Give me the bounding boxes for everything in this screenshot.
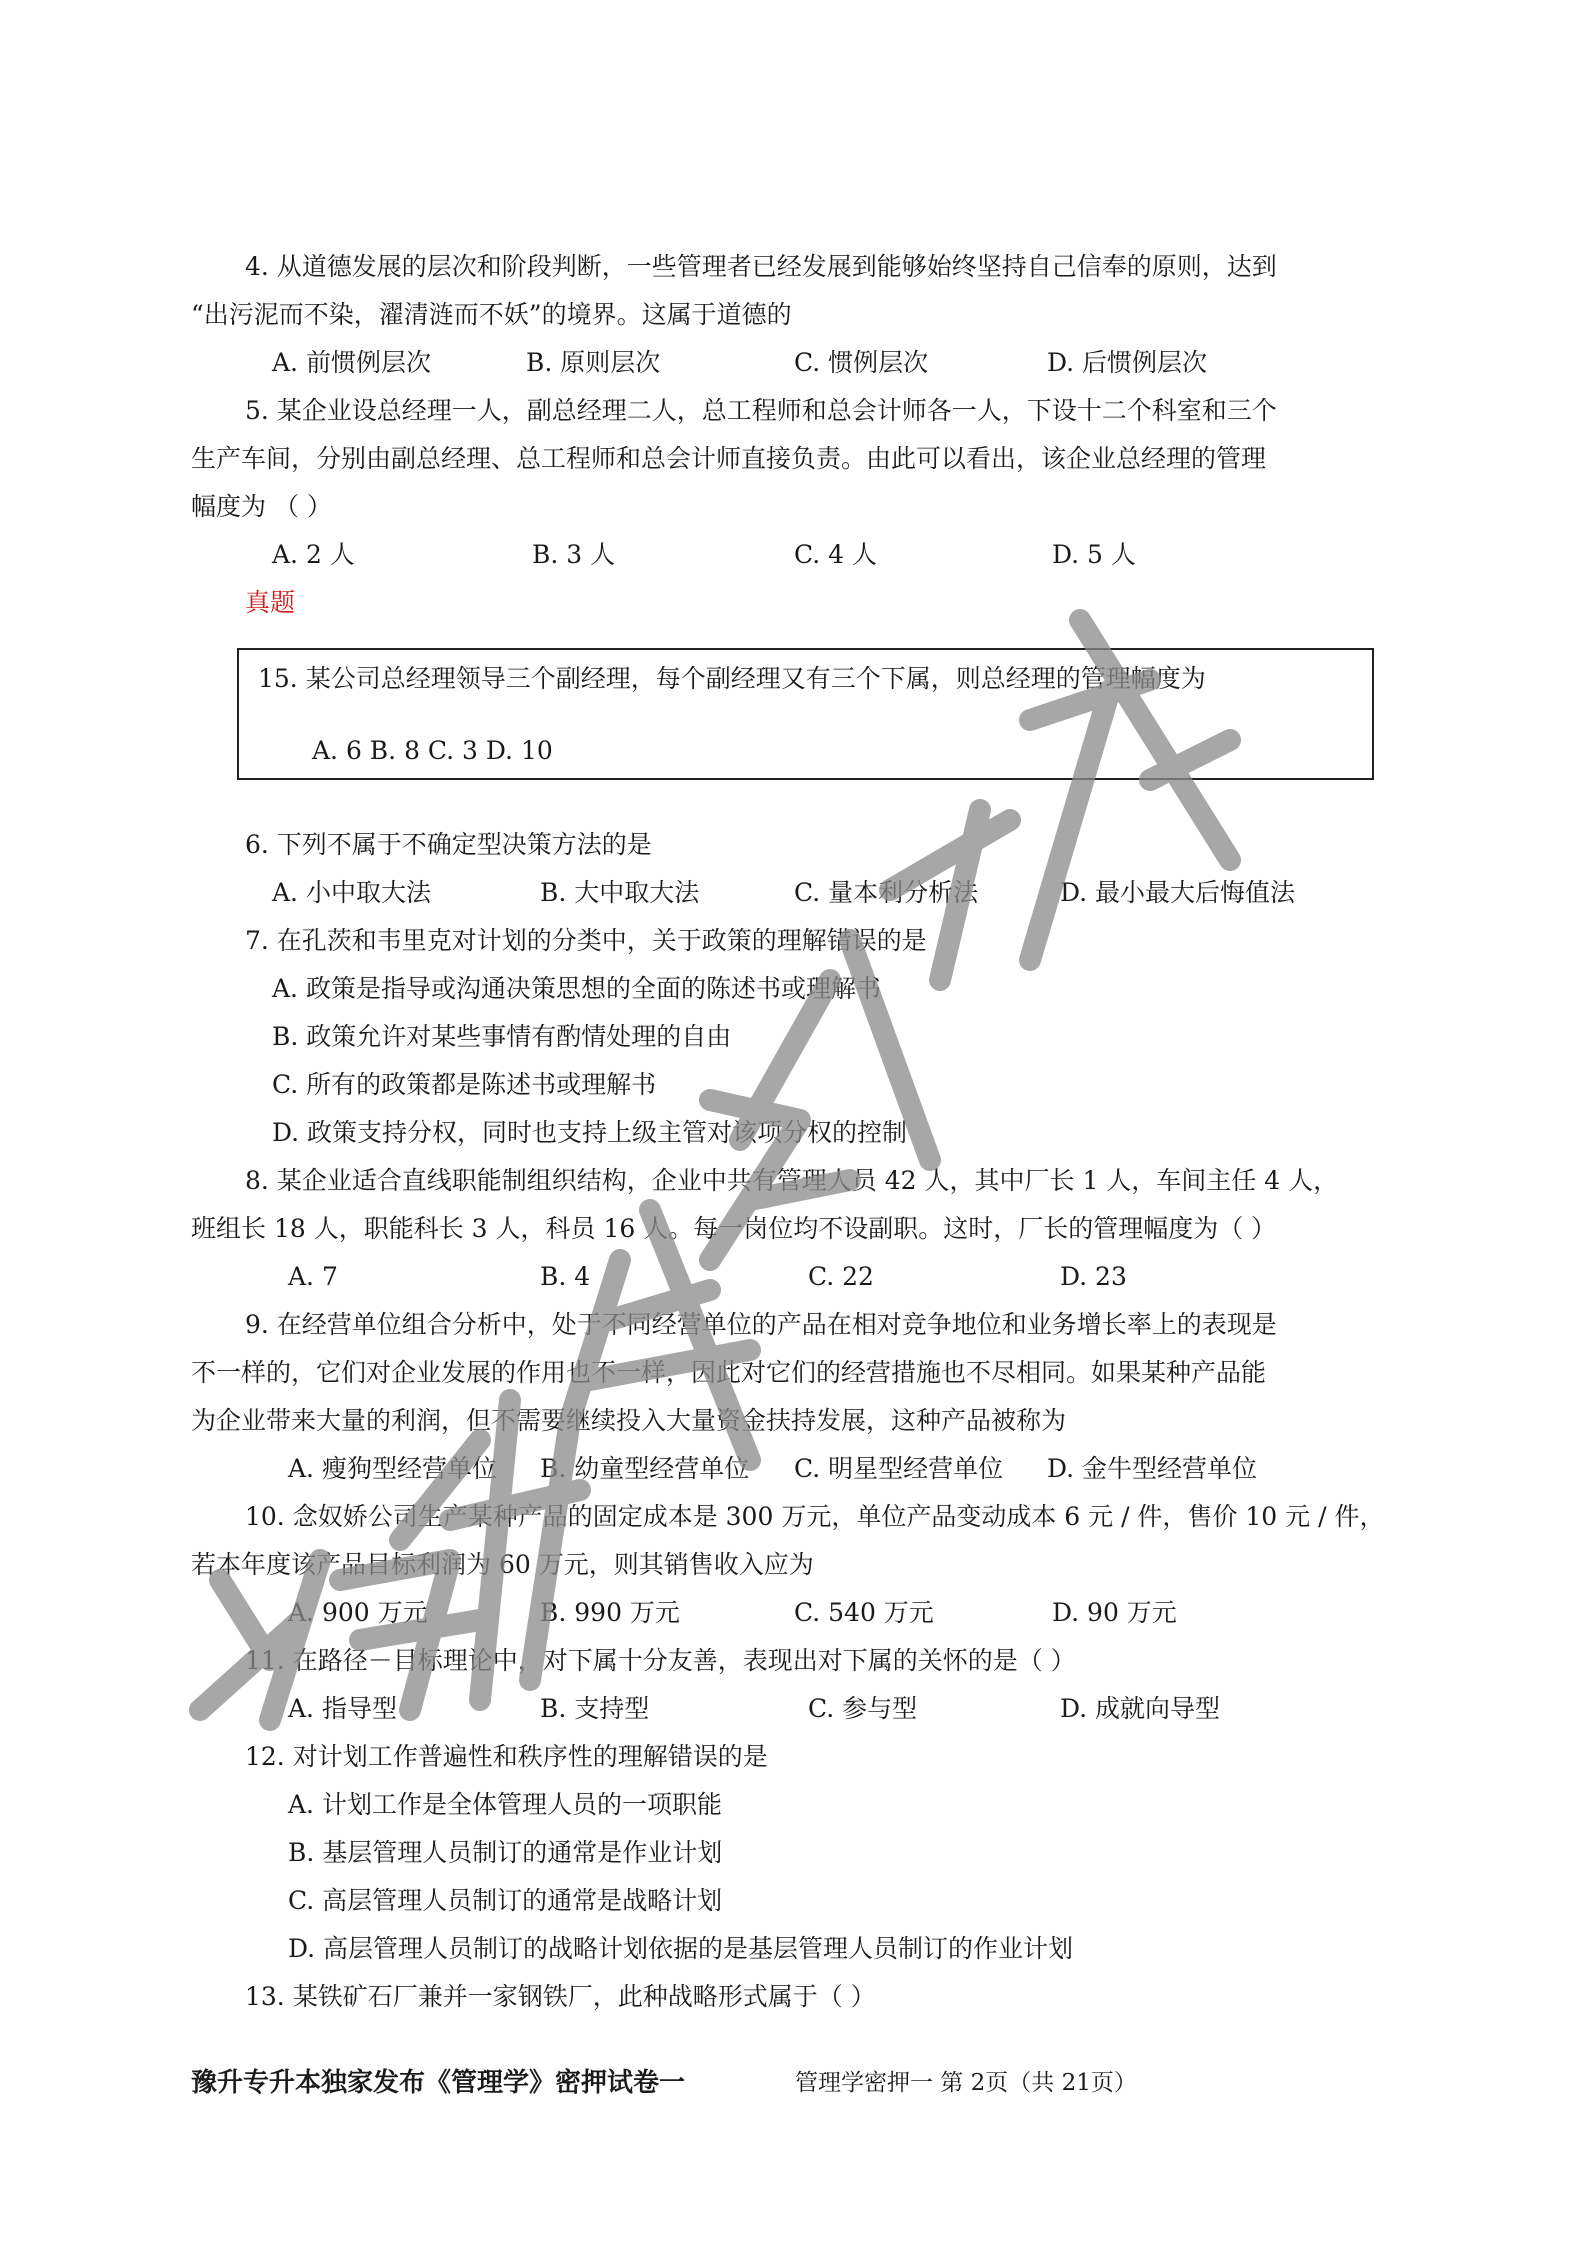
q12-option-c: C. 高层管理人员制订的通常是战略计划 <box>288 1886 723 1915</box>
question-5-line-1: 5. 某企业设总经理一人，副总经理二人，总工程师和总会计师各一人，下设十二个科室和三个 <box>245 396 1277 425</box>
question-9-line-2: 不一样的，它们对企业发展的作用也不一样，因此对它们的经营措施也不尽相同。如果某种产品能 <box>191 1358 1267 1387</box>
q8-option-d: D. 23 <box>1060 1262 1127 1291</box>
q10-option-a: A. 900 万元 <box>288 1598 428 1627</box>
question-8-line-1: 8. 某企业适合直线职能制组织结构，企业中共有管理人员 42 人，其中厂长 1 人，车间主任 4 人， <box>245 1166 1339 1195</box>
question-10-line-2: 若本年度该产品目标利润为 60 万元，则其销售收入应为 <box>191 1550 814 1579</box>
q4-option-a: A. 前惯例层次 <box>272 348 431 377</box>
q12-option-a: A. 计划工作是全体管理人员的一项职能 <box>288 1790 722 1819</box>
q4-option-c: C. 惯例层次 <box>794 348 929 377</box>
question-4-line-2: “出污泥而不染，濯清涟而不妖”的境界。这属于道德的 <box>191 300 792 329</box>
q10-option-b: B. 990 万元 <box>540 1598 680 1627</box>
q11-option-b: B. 支持型 <box>540 1694 650 1723</box>
q9-option-a: A. 瘦狗型经营单位 <box>288 1454 497 1483</box>
q12-option-b: B. 基层管理人员制订的通常是作业计划 <box>288 1838 723 1867</box>
q6-option-d: D. 最小最大后悔值法 <box>1060 878 1296 907</box>
question-6-line-1: 6. 下列不属于不确定型决策方法的是 <box>245 830 652 859</box>
question-12-line-1: 12. 对计划工作普遍性和秩序性的理解错误的是 <box>245 1742 768 1771</box>
q5-option-b: B. 3 人 <box>532 540 616 569</box>
question-11-line-1: 11. 在路径－目标理论中，对下属十分友善，表现出对下属的关怀的是（ ） <box>245 1646 1076 1675</box>
question-9-line-1: 9. 在经营单位组合分析中，处于不同经营单位的产品在相对竞争地位和业务增长率上的表现是 <box>245 1310 1277 1339</box>
question-4-line-1: 4. 从道德发展的层次和阶段判断，一些管理者已经发展到能够始终坚持自己信奉的原则，达到 <box>245 252 1277 281</box>
question-15-line-1: 15. 某公司总经理领导三个副经理，每个副经理又有三个下属，则总经理的管理幅度为 <box>258 664 1206 693</box>
q7-option-a: A. 政策是指导或沟通决策思想的全面的陈述书或理解书 <box>272 974 881 1003</box>
q10-option-c: C. 540 万元 <box>794 1598 934 1627</box>
q6-option-b: B. 大中取大法 <box>540 878 700 907</box>
footer-publisher: 豫升专升本独家发布《管理学》密押试卷一 <box>191 2068 686 2098</box>
q7-option-d: D. 政策支持分权，同时也支持上级主管对该项分权的控制 <box>272 1118 908 1147</box>
q5-option-c: C. 4 人 <box>794 540 877 569</box>
q6-option-c: C. 量本利分析法 <box>794 878 979 907</box>
question-15-options: A. 6 B. 8 C. 3 D. 10 <box>312 736 553 765</box>
q8-option-b: B. 4 <box>540 1262 591 1291</box>
footer-page-number: 管理学密押一 第 2页（共 21页） <box>795 2070 1137 2096</box>
question-9-line-3: 为企业带来大量的利润，但不需要继续投入大量资金扶持发展，这种产品被称为 <box>191 1406 1067 1435</box>
question-10-line-1: 10. 念奴娇公司生产某种产品的固定成本是 300 万元，单位产品变动成本 6 元 / 件，售价 10 元 / 件， <box>245 1502 1385 1531</box>
q7-option-c: C. 所有的政策都是陈述书或理解书 <box>272 1070 657 1099</box>
question-5-line-3: 幅度为 （ ） <box>191 492 332 521</box>
q4-option-d: D. 后惯例层次 <box>1047 348 1208 377</box>
q9-option-b: B. 幼童型经营单位 <box>540 1454 750 1483</box>
q11-option-c: C. 参与型 <box>808 1694 918 1723</box>
q12-option-d: D. 高层管理人员制订的战略计划依据的是基层管理人员制订的作业计划 <box>288 1934 1074 1963</box>
q9-option-d: D. 金牛型经营单位 <box>1047 1454 1258 1483</box>
q6-option-a: A. 小中取大法 <box>272 878 431 907</box>
question-5-line-2: 生产车间，分别由副总经理、总工程师和总会计师直接负责。由此可以看出，该企业总经理的管理 <box>191 444 1267 473</box>
q4-option-b: B. 原则层次 <box>526 348 661 377</box>
question-13-line-1: 13. 某铁矿石厂兼并一家钢铁厂，此种战略形式属于（ ） <box>245 1982 876 2011</box>
question-7-line-1: 7. 在孔茨和韦里克对计划的分类中，关于政策的理解错误的是 <box>245 926 927 955</box>
q11-option-a: A. 指导型 <box>288 1694 397 1723</box>
q5-option-a: A. 2 人 <box>272 540 355 569</box>
q11-option-d: D. 成就向导型 <box>1060 1694 1221 1723</box>
q9-option-c: C. 明星型经营单位 <box>794 1454 1004 1483</box>
q8-option-c: C. 22 <box>808 1262 874 1291</box>
q8-option-a: A. 7 <box>288 1262 338 1291</box>
q5-option-d: D. 5 人 <box>1052 540 1136 569</box>
q10-option-d: D. 90 万元 <box>1052 1598 1177 1627</box>
question-8-line-2: 班组长 18 人，职能科长 3 人，科员 16 人。每一岗位均不设副职。这时，厂长的管理幅度为（ ） <box>191 1214 1277 1243</box>
q7-option-b: B. 政策允许对某些事情有酌情处理的自由 <box>272 1022 732 1051</box>
real-exam-label: 真题 <box>245 588 296 617</box>
